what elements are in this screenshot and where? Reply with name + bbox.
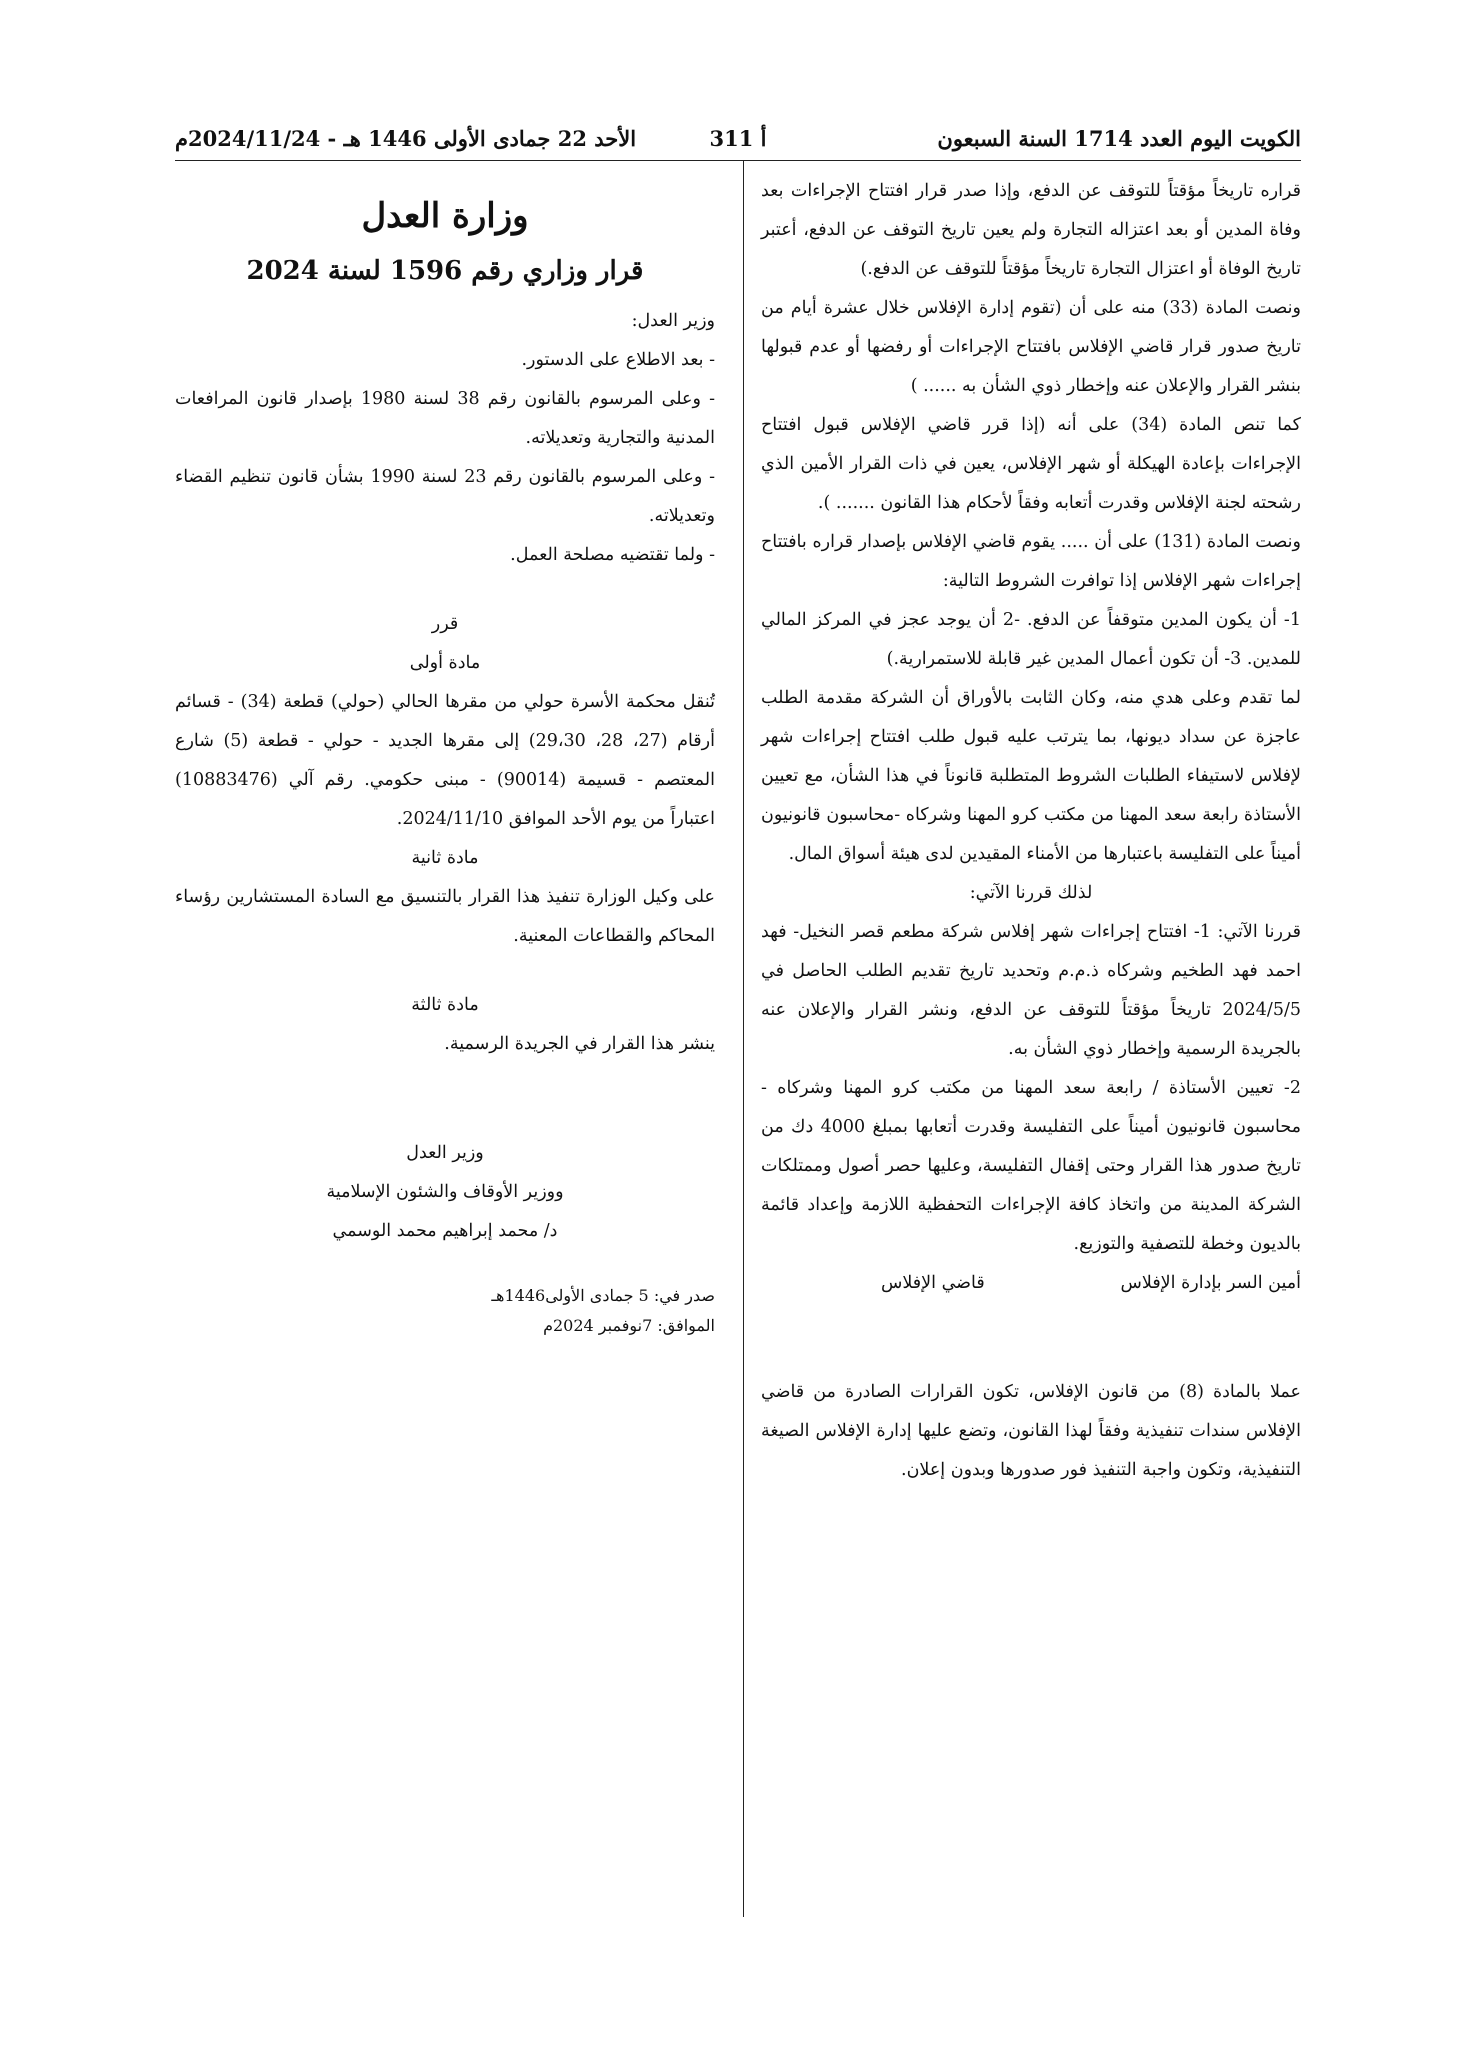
decision-heading: لذلك قررنا الآتي: bbox=[969, 883, 1093, 903]
preamble-item: - ولما تقتضيه مصلحة العمل. bbox=[510, 545, 715, 565]
secretary-signature: أمين السر بإدارة الإفلاس bbox=[1120, 1273, 1301, 1293]
signature-row bbox=[761, 1264, 1301, 1303]
preamble-item: - وعلى المرسوم بالقانون رقم 38 لسنة 1980 بإصدار قانون المرافعات المدنية والتجارية وتعديلاته. bbox=[175, 389, 716, 448]
article-text: على وكيل الوزارة تنفيذ هذا القرار بالتنسيق مع السادة المستشارين رؤساء المحاكم والقطاعات المعنية. bbox=[175, 887, 715, 946]
corresponding-date: الموافق: 7نوفمبر 2024م bbox=[543, 1316, 715, 1335]
signature-line: د/ محمد إبراهيم محمد الوسمي bbox=[332, 1221, 558, 1241]
paragraph: عملا بالمادة (8) من قانون الإفلاس، تكون القرارات الصادرة من قاضي الإفلاس سندات تنفيذية وفقاً لهذا القانون، وتضع عليها إدارة الإفلاس الصيغة التنفيذية، وتكون واجبة التنفيذ فور صدورها وبدون إعلان. bbox=[761, 1382, 1301, 1480]
paragraph: قررنا الآتي: 1- افتتاح إجراءات شهر إفلاس شركة مطعم قصر النخيل- فهد احمد فهد الطخيم وشركاه ذ.م.م وتحديد تاريخ تقديم الطلب الحاصل في 2024/5/5 تاريخاً مؤقتاً للتوقف عن الدفع، ونشر القرار والإعلان عنه بالجريدة الرسمية وإخطار ذوي الشأن به. bbox=[761, 922, 1301, 1059]
article-title: مادة ثالثة bbox=[411, 995, 479, 1015]
issue-date: الأحد 22 جمادى الأولى 1446 هـ - 2024/11/24م bbox=[175, 126, 637, 151]
decided-heading: قرر bbox=[431, 614, 459, 634]
signature-line: وزير العدل bbox=[406, 1143, 484, 1163]
paragraph: ونصت المادة (131) على أن ..... يقوم قاضي الإفلاس بإصدار قراره بافتتاح إجراءات شهر الإفلاس إذا توافرت الشروط التالية: bbox=[761, 532, 1301, 591]
column-divider bbox=[743, 160, 744, 1917]
signature-line: ووزير الأوقاف والشئون الإسلامية bbox=[326, 1182, 564, 1202]
article-text: تُنقل محكمة الأسرة حولي من مقرها الحالي (حولي) قطعة (34) - قسائم أرقام (27، 28، 29،30) إلى مقرها الجديد - حولي - قطعة (5) شارع المعتصم - قسيمة (90014) - مبنى حكومي. رقم آلي (10883476) اعتباراً من يوم الأحد الموافق 2024/11/10. bbox=[175, 692, 715, 829]
paragraph: ونصت المادة (33) منه على أن (تقوم إدارة الإفلاس خلال عشرة أيام من تاريخ صدور قرار قاضي الإفلاس بافتتاح الإجراءات أو رفضها أو عدم قبولها بنشر القرار والإعلان عنه وإخطار ذوي الشأن به ...... ) bbox=[761, 298, 1301, 396]
decree-title: قرار وزاري رقم 1596 لسنة 2024 bbox=[246, 256, 644, 286]
minister-signature bbox=[235, 1134, 655, 1251]
minister-line: وزير العدل: bbox=[631, 311, 715, 331]
article-title: مادة أولى bbox=[409, 653, 481, 673]
paragraph: 2- تعيين الأستاذة / رابعة سعد المهنا من مكتب كرو المهنا وشركاه - محاسبون قانونيون أميناً على التفليسة وقدرت أتعابها بمبلغ 4000 دك من تاريخ صدور هذا القرار وحتى إقفال التفليسة، وعليها حصر أصول وممتلكات الشركة المدينة من واتخاذ كافة الإجراءات التحفظية اللازمة وإعداد قائمة بالديون وخطة للتصفية والتوزيع. bbox=[761, 1078, 1301, 1254]
issued-date: صدر في: 5 جمادى الأولى1446هـ bbox=[491, 1286, 715, 1305]
paragraph: قراره تاريخاً مؤقتاً للتوقف عن الدفع، وإذا صدر قرار افتتاح الإجراءات بعد وفاة المدين أو بعد اعتزاله التجارة ولم يعين تاريخ التوقف عن الدفع، أعتبر تاريخ الوفاة أو اعتزال التجارة تاريخاً مؤقتاً للتوقف عن الدفع.) bbox=[761, 181, 1301, 279]
header-rule bbox=[175, 160, 1301, 161]
paragraph: لما تقدم وعلى هدي منه، وكان الثابت بالأوراق أن الشركة مقدمة الطلب عاجزة عن سداد ديونها، بما يترتب عليه قبول طلب افتتاح إجراءات شهر لإفلاس لاستيفاء الطلبات الشروط المتطلبة قانوناً في هذا الشأن، مع تعيين الأستاذة رابعة سعد المهنا من مكتب كرو المهنا وشركاه -محاسبون قانونيون أميناً على التفليسة باعتبارها من الأمناء المقيدين لدى هيئة أسواق المال. bbox=[761, 688, 1301, 864]
paragraph: كما تنص المادة (34) على أنه (إذا قرر قاضي الإفلاس قبول افتتاح الإجراءات بإعادة الهيكلة أو شهر الإفلاس، يعين في ذات القرار الأمين الذي رشحته لجنة الإفلاس وقدرت أتعابه وفقاً لأحكام هذا القانون ....... ). bbox=[761, 415, 1302, 513]
ministry-title: وزارة العدل bbox=[361, 196, 529, 236]
page-number: أ 311 bbox=[709, 126, 767, 151]
right-column bbox=[761, 172, 1301, 1490]
article-title: مادة ثانية bbox=[411, 848, 479, 868]
preamble-item: - بعد الاطلاع على الدستور. bbox=[521, 350, 715, 370]
gazette-issue: الكويت اليوم العدد 1714 السنة السبعون bbox=[937, 126, 1301, 151]
judge-signature: قاضي الإفلاس bbox=[881, 1273, 985, 1293]
paragraph: 1- أن يكون المدين متوقفاً عن الدفع. -2 أن يوجد عجز في المركز المالي للمدين. 3- أن تكون أعمال المدين غير قابلة للاستمرارية.) bbox=[761, 610, 1301, 669]
left-column bbox=[175, 172, 715, 1341]
preamble-item: - وعلى المرسوم بالقانون رقم 23 لسنة 1990 بشأن قانون تنظيم القضاء وتعديلاته. bbox=[175, 467, 715, 526]
page-header bbox=[175, 120, 1301, 160]
article-text: ينشر هذا القرار في الجريدة الرسمية. bbox=[444, 1034, 715, 1054]
